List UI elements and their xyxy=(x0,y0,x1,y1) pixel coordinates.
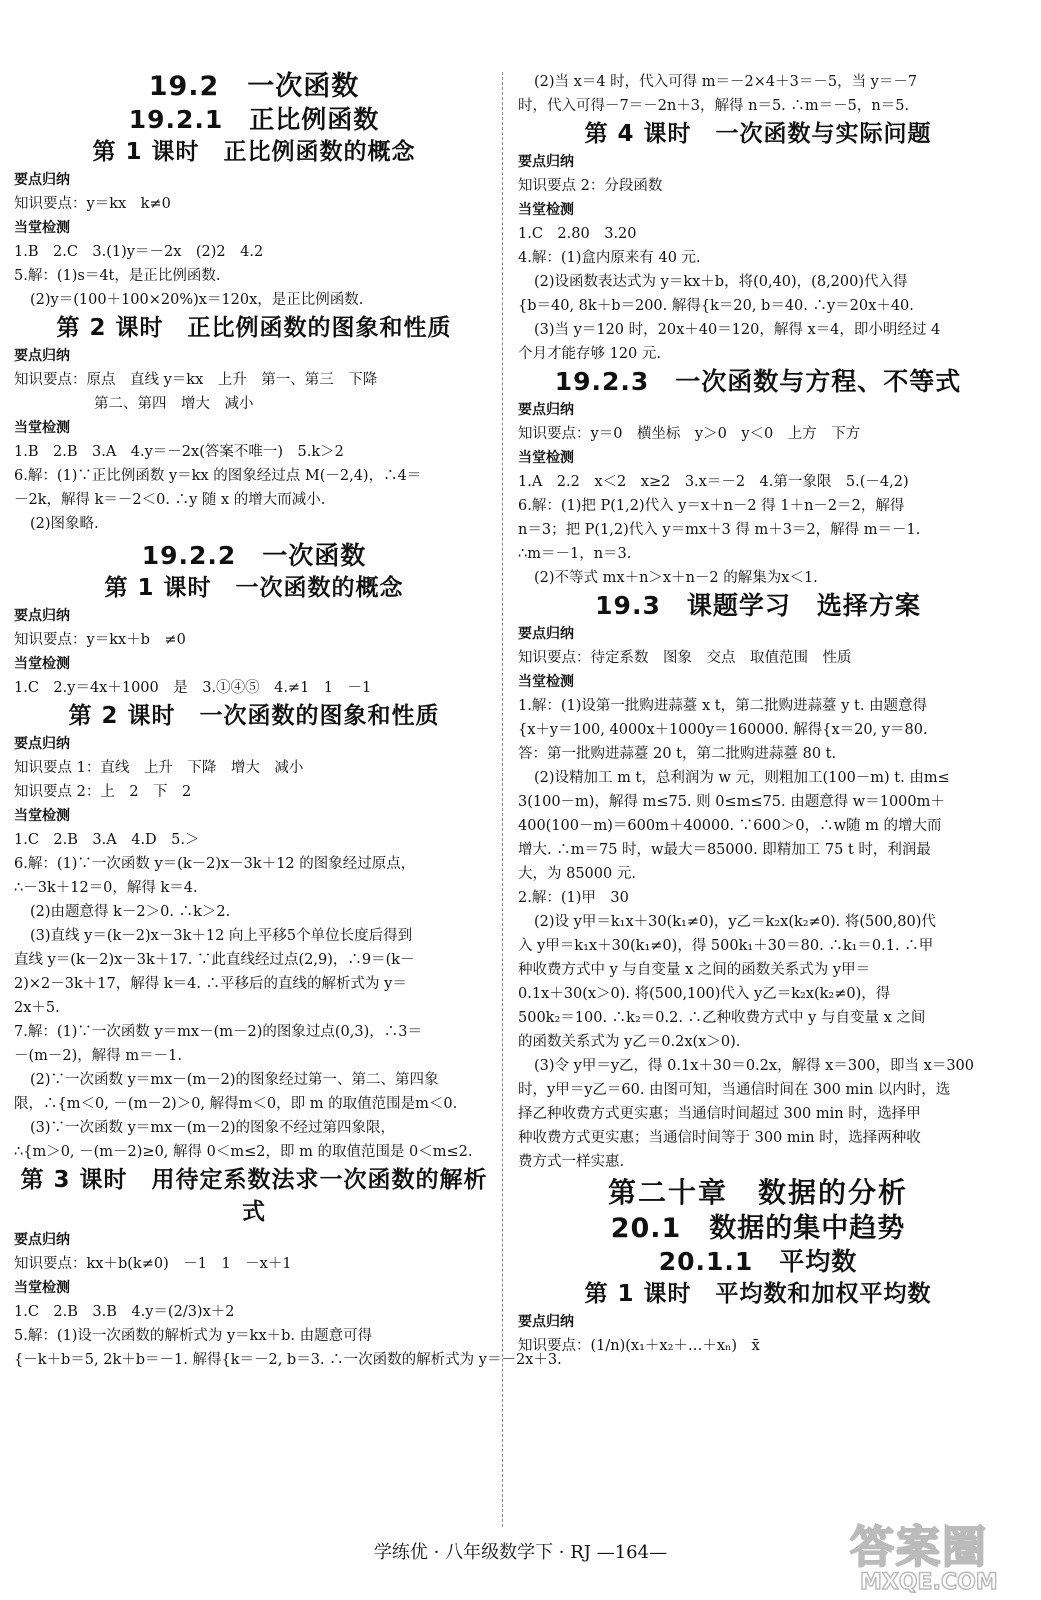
answer-line: 入 y甲＝k₁x＋30(k₁≠0)，得 500k₁＋30＝80. ∴k₁＝0.1. ∴甲 xyxy=(518,938,934,954)
answer-line: 知识要点：kx＋b(k≠0) －1 1 －x＋1 xyxy=(14,1256,292,1272)
watermark-url: MXQE.COM xyxy=(860,1570,998,1595)
answer-line: 知识要点：待定系数 图象 交点 取值范围 性质 xyxy=(518,650,852,666)
answer-line: 6.解：(1)∵一次函数 y＝(k－2)x－3k＋12 的图象经过原点， xyxy=(14,856,416,872)
answer-line: 1.解：(1)设第一批购进蒜薹 x t，第二批购进蒜薹 y t. 由题意得 xyxy=(518,698,928,714)
answer-line: 5.解：(1)s＝4t，是正比例函数. xyxy=(14,268,221,284)
answer-line: 4.解：(1)盒内原来有 40 元. xyxy=(518,250,701,266)
answer-line: 个月才能存够 120 元. xyxy=(518,346,662,362)
answer-line: n＝3；把 P(1,2)代入 y＝mx＋3 得 m＋3＝2，解得 m＝－1. xyxy=(518,522,921,538)
answer-line: 知识要点：y＝kx k≠0 xyxy=(14,196,171,212)
answer-line: (2)当 x＝4 时，代入可得 m＝－2×4＋3＝－5，当 y＝－7 xyxy=(534,74,918,90)
answer-line: (2)设 y甲＝k₁x＋30(k₁≠0)，y乙＝k₂x(k₂≠0). 将(500,80)代 xyxy=(534,914,936,930)
answer-line: 2.解：(1)甲 30 xyxy=(518,890,629,906)
answer-line: 答：第一批购进蒜薹 20 t，第二批购进蒜薹 80 t. xyxy=(518,746,837,762)
section-label: 当堂检测 xyxy=(14,420,70,436)
lesson-title: 第 1 课时 平均数和加权平均数 xyxy=(584,1281,932,1307)
answer-line: {－k＋b＝5, 2k＋b＝－1. 解得{k＝－2, b＝3. ∴一次函数的解析式为 y＝－2x＋3. xyxy=(14,1352,562,1368)
subsection-title: 19.3 课题学习 选择方案 xyxy=(595,591,921,620)
answer-line: 400(100－m)＝600m＋40000. ∵600＞0，∴w随 m 的增大而 xyxy=(518,818,942,834)
answer-line: 费方式一样实惠. xyxy=(518,1154,625,1170)
answer-line: ∴{m＞0, －(m－2)≥0, 解得 0＜m≤2，即 m 的取值范围是 0＜m≤2. xyxy=(14,1144,473,1160)
section-label: 要点归纳 xyxy=(518,1314,574,1330)
section-label: 当堂检测 xyxy=(14,656,70,672)
subsection-title: 19.2.2 一次函数 xyxy=(141,541,367,570)
page-footer: 学练优 · 八年级数学下 · RJ —164— xyxy=(373,1542,668,1563)
section-label: 当堂检测 xyxy=(518,450,574,466)
answer-line: (2)不等式 mx＋n＞x＋n－2 的解集为x＜1. xyxy=(534,570,818,586)
section-label: 当堂检测 xyxy=(518,202,574,218)
answer-line: 大，为 85000 元. xyxy=(518,866,636,882)
answer-line: 1.B 2.B 3.A 4.y＝－2x(答案不唯一) 5.k＞2 xyxy=(14,444,344,460)
answer-line: (3)直线 y＝(k－2)x－3k＋12 向上平移5个单位长度后得到 xyxy=(30,928,413,944)
section-label: 要点归纳 xyxy=(14,1232,70,1248)
section-label: 要点归纳 xyxy=(14,608,70,624)
answer-line: 1.C 2.y＝4x＋1000 是 3.①④⑤ 4.≠1 1 －1 xyxy=(14,680,372,696)
left-column xyxy=(14,70,562,1372)
lesson-title: 第 3 课时 用待定系数法求一次函数的解析式 xyxy=(20,1167,488,1225)
answer-line: {b＝40, 8k＋b＝200. 解得{k＝20, b＝40. ∴y＝20x＋40. xyxy=(518,298,914,314)
answer-line: 知识要点：y＝0 横坐标 y＞0 y＜0 上方 下方 xyxy=(518,426,861,442)
answer-line: 1.C 2.80 3.20 xyxy=(518,226,637,242)
column-divider xyxy=(502,72,503,1527)
subsection-title: 19.2.3 一次函数与方程、不等式 xyxy=(554,367,962,396)
section-label: 要点归纳 xyxy=(518,402,574,418)
answer-line: 0.1x＋30(x＞0). 将(500,100)代入 y乙＝k₂x(k₂≠0)，得 xyxy=(518,986,891,1002)
answer-line: 知识要点 2：上 2 下 2 xyxy=(14,784,192,800)
answer-line: 6.解：(1)把 P(1,2)代入 y＝x＋n－2 得 1＋n－2＝2，解得 xyxy=(518,498,905,514)
answer-line: 增大. ∴m＝75 时，w最大＝85000. 即精加工 75 t 时，利润最 xyxy=(518,842,931,858)
answer-line: (3)令 y甲＝y乙，得 0.1x＋30＝0.2x，解得 x＝300，即当 x＝300 xyxy=(534,1058,974,1074)
lesson-title: 第 2 课时 正比例函数的图象和性质 xyxy=(56,315,452,341)
answer-line: (2)设函数表达式为 y＝kx＋b，将(0,40)，(8,200)代入得 xyxy=(534,274,908,290)
answer-line: 知识要点：y＝kx＋b ≠0 xyxy=(14,632,186,648)
answer-line: 种收费方式中 y 与自变量 x 之间的函数关系式为 y甲＝ xyxy=(518,962,871,978)
answer-line: 1.B 2.C 3.(1)y＝－2x (2)2 4.2 xyxy=(14,244,264,260)
answer-line: 1.C 2.B 3.B 4.y＝(2/3)x＋2 xyxy=(14,1304,235,1320)
subsection-title: 19.2.1 正比例函数 xyxy=(128,105,380,134)
section-label: 要点归纳 xyxy=(14,736,70,752)
answer-line: 1.C 2.B 3.A 4.D 5.＞ xyxy=(14,832,200,848)
section-title: 20.1 数据的集中趋势 xyxy=(610,1213,906,1244)
answer-line: (2)由题意得 k－2＞0. ∴k＞2. xyxy=(30,904,231,920)
answer-line: 的函数关系式为 y乙＝0.2x(x＞0). xyxy=(518,1034,741,1050)
lesson-title: 第 1 课时 一次函数的概念 xyxy=(104,575,404,601)
section-label: 当堂检测 xyxy=(14,220,70,236)
section-label: 要点归纳 xyxy=(14,348,70,364)
answer-line: 第二、第四 增大 减小 xyxy=(94,396,254,412)
answer-line: 限，∴{m＜0, －(m－2)＞0, 解得m＜0，即 m 的取值范围是m＜0. xyxy=(14,1096,458,1112)
subsection-title: 20.1.1 平均数 xyxy=(658,1247,858,1276)
answer-line: －(m－2)，解得 m＝－1. xyxy=(14,1048,182,1064)
answer-line: －2k，解得 k＝－2＜0. ∴y 随 x 的增大而减小. xyxy=(14,492,326,508)
answer-line: (2)∵一次函数 y＝mx－(m－2)的图象经过第一、第二、第四象 xyxy=(30,1072,439,1088)
answer-line: (3)当 y＝120 时，20x＋40＝120，解得 x＝4，即小明经过 4 xyxy=(534,322,941,338)
lesson-title: 第 4 课时 一次函数与实际问题 xyxy=(584,121,932,147)
section-label: 要点归纳 xyxy=(518,626,574,642)
answer-line: 3(100－m)，解得 m≤75. 则 0≤m≤75. 由题意得 w＝1000m＋ xyxy=(518,794,945,810)
lesson-title: 第 2 课时 一次函数的图象和性质 xyxy=(68,703,440,729)
section-title: 19.2 一次函数 xyxy=(148,71,360,102)
answer-line: 时，y甲＝y乙＝60. 由图可知，当通信时间在 300 min 以内时，选 xyxy=(518,1082,951,1098)
answer-line: 2)×2－3k＋17，解得 k＝4. ∴平移后的直线的解析式为 y＝ xyxy=(14,976,407,992)
lesson-title: 第 1 课时 正比例函数的概念 xyxy=(92,139,416,165)
answer-line: 1.A 2.2 x＜2 x≥2 3.x＝－2 4.第一象限 5.(－4,2) xyxy=(518,474,909,490)
right-column xyxy=(518,70,998,1358)
watermark-logo xyxy=(850,1522,998,1595)
answer-line: (2)y＝(100＋100×20%)x＝120x，是正比例函数. xyxy=(30,292,364,308)
answer-line: 知识要点：原点 直线 y＝kx 上升 第一、第三 下降 xyxy=(14,372,378,388)
answer-line: 6.解：(1)∵正比例函数 y＝kx 的图象经过点 M(－2,4)，∴4＝ xyxy=(14,468,422,484)
answer-line: {x＋y＝100, 4000x＋1000y＝160000. 解得{x＝20, y＝80. xyxy=(518,722,928,738)
answer-line: 2x＋5. xyxy=(14,1000,60,1016)
answer-line: 择乙种收费方式更实惠；当通信时间超过 300 min 时，选择甲 xyxy=(518,1106,921,1122)
section-label: 当堂检测 xyxy=(518,674,574,690)
answer-line: 时，代入可得－7＝－2n＋3，解得 n＝5. ∴m＝－5，n＝5. xyxy=(518,98,910,114)
answer-line: 知识要点：(1/n)(x₁＋x₂＋…＋xₙ) x̄ xyxy=(518,1338,760,1354)
answer-line: (2)图象略. xyxy=(30,516,99,532)
answer-line: 7.解：(1)∵一次函数 y＝mx－(m－2)的图象过点(0,3)，∴3＝ xyxy=(14,1024,422,1040)
answer-line: 直线 y＝(k－2)x－3k＋17. ∵此直线经过点(2,9)，∴9＝(k－ xyxy=(14,952,415,968)
chapter-title: 第二十章 数据的分析 xyxy=(607,1176,908,1209)
answer-line: 5.解：(1)设一次函数的解析式为 y＝kx＋b. 由题意可得 xyxy=(14,1328,373,1344)
section-label: 要点归纳 xyxy=(14,172,70,188)
answer-line: 知识要点 2：分段函数 xyxy=(518,178,663,194)
section-label: 要点归纳 xyxy=(518,154,574,170)
watermark-text: 答案圈 xyxy=(850,1522,988,1573)
answer-line: 500k₂＝100. ∴k₂＝0.2. ∴乙种收费方式中 y 与自变量 x 之间 xyxy=(518,1010,926,1026)
section-label: 当堂检测 xyxy=(14,1280,70,1296)
answer-line: 知识要点 1：直线 上升 下降 增大 减小 xyxy=(14,760,304,776)
answer-line: (3)∵一次函数 y＝mx－(m－2)的图象不经过第四象限， xyxy=(30,1120,396,1136)
answer-line: ∴－3k＋12＝0，解得 k＝4. xyxy=(14,880,198,896)
answer-line: (2)设精加工 m t，总利润为 w 元，则粗加工(100－m) t. 由m≤ xyxy=(534,770,950,786)
section-label: 当堂检测 xyxy=(14,808,70,824)
answer-line: ∴m＝－1，n＝3. xyxy=(518,546,632,562)
answer-line: 种收费方式更实惠；当通信时间等于 300 min 时，选择两种收 xyxy=(518,1130,921,1146)
